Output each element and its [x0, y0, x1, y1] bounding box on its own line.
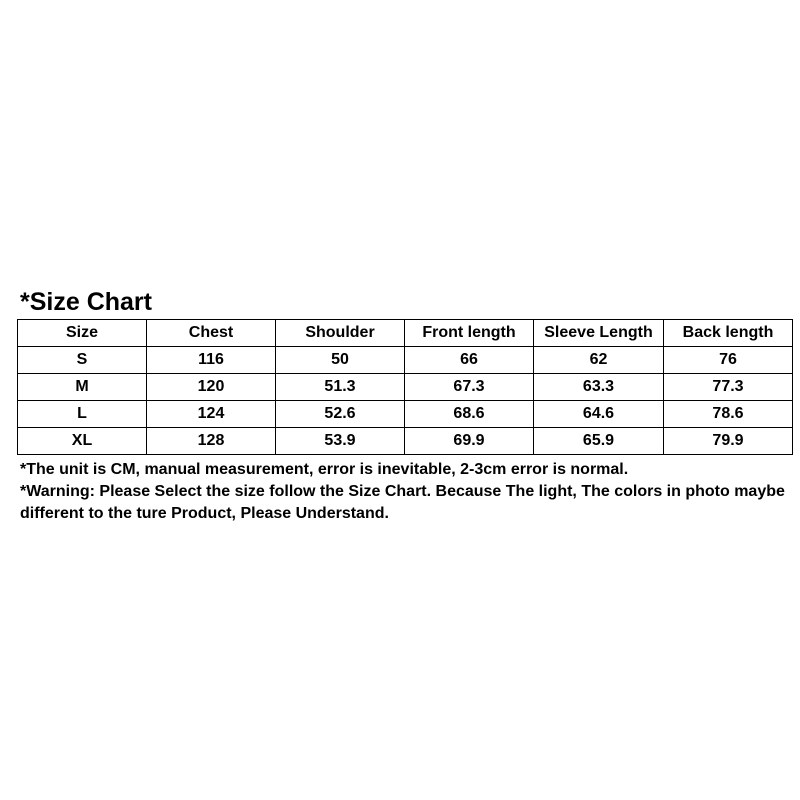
header-sleeve-length: Sleeve Length [534, 320, 664, 347]
table-cell: 53.9 [276, 428, 405, 455]
table-cell: 62 [534, 347, 664, 374]
table-cell: 67.3 [405, 374, 534, 401]
page-title: *Size Chart [20, 288, 152, 316]
table-cell: 128 [147, 428, 276, 455]
table-cell: M [18, 374, 147, 401]
header-back-length: Back length [664, 320, 793, 347]
table-cell: 66 [405, 347, 534, 374]
table-cell: 65.9 [534, 428, 664, 455]
table-row [18, 401, 793, 428]
table-row [18, 374, 793, 401]
size-chart-table [17, 319, 793, 455]
table-cell: 52.6 [276, 401, 405, 428]
header-chest: Chest [147, 320, 276, 347]
table-cell: S [18, 347, 147, 374]
notes-section [20, 459, 790, 525]
table-row [18, 428, 793, 455]
table-cell: 51.3 [276, 374, 405, 401]
table-cell: 78.6 [664, 401, 793, 428]
table-cell: 116 [147, 347, 276, 374]
header-size: Size [18, 320, 147, 347]
table-cell: 79.9 [664, 428, 793, 455]
table-cell: 64.6 [534, 401, 664, 428]
table-row [18, 347, 793, 374]
unit-note: *The unit is CM, manual measurement, error is inevitable, 2-3cm error is normal. [20, 461, 629, 478]
table-cell: 68.6 [405, 401, 534, 428]
table-cell: 50 [276, 347, 405, 374]
table-cell: 120 [147, 374, 276, 401]
table-cell: L [18, 401, 147, 428]
table-cell: 69.9 [405, 428, 534, 455]
table-cell: XL [18, 428, 147, 455]
warning-note: *Warning: Please Select the size follow the Size Chart. Because The light, The colors in photo maybe different to the ture Product, Please Understand. [20, 483, 785, 522]
table-cell: 124 [147, 401, 276, 428]
table-cell: 76 [664, 347, 793, 374]
table-cell: 63.3 [534, 374, 664, 401]
header-shoulder: Shoulder [276, 320, 405, 347]
table-header-row [18, 320, 793, 347]
table-cell: 77.3 [664, 374, 793, 401]
header-front-length: Front length [405, 320, 534, 347]
